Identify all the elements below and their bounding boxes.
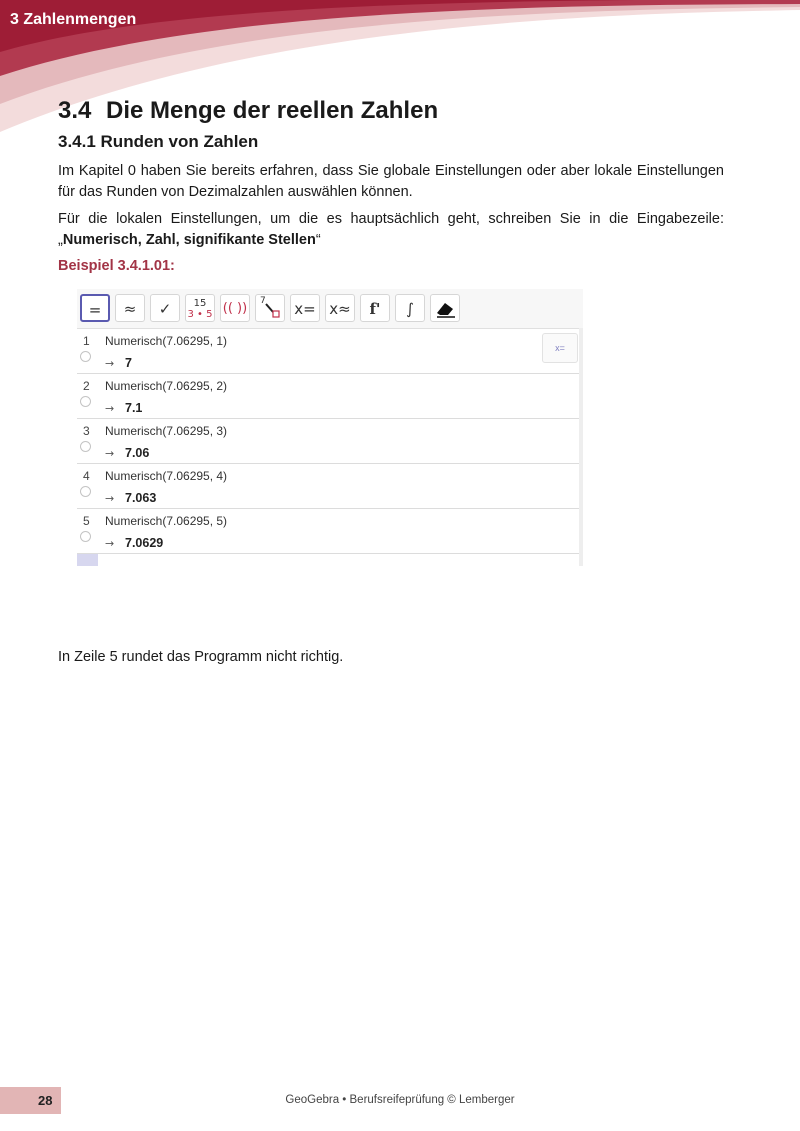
- example-label: Beispiel 3.4.1.01:: [58, 258, 175, 274]
- factor-button[interactable]: [185, 294, 215, 322]
- intro-paragraph: Im Kapitel 0 haben Sie bereits erfahren, dass Sie globale Einstellungen oder aber lokale Einstellungen für das Runden von Dezimalzahlen auswählen können.: [58, 163, 724, 200]
- visibility-toggle[interactable]: [80, 396, 91, 407]
- section-title: [58, 97, 438, 125]
- visibility-toggle[interactable]: [80, 351, 91, 362]
- row-output: [105, 446, 149, 460]
- algebra-row[interactable]: [77, 329, 579, 374]
- instruction-prefix: Für die lokalen Einstellungen, um die es hauptsächlich geht, schreiben Sie in die Eingabezeile: „: [58, 211, 724, 248]
- row-result: 7.06: [125, 446, 150, 460]
- section-title-text: Die Menge der reellen Zahlen: [106, 97, 439, 124]
- result-arrow-icon: →: [105, 537, 115, 550]
- row-output: [105, 401, 142, 415]
- row-input[interactable]: Numerisch(7.06295, 3): [105, 424, 228, 438]
- closing-paragraph: In Zeile 5 rundet das Programm nicht richtig.: [58, 649, 344, 665]
- row-output: [105, 536, 163, 550]
- row-output: [105, 491, 156, 505]
- solve-numerically-button[interactable]: x≈: [325, 294, 355, 322]
- section-number: 3.4: [58, 97, 92, 124]
- integral-button[interactable]: ∫: [395, 294, 425, 322]
- row-input[interactable]: Numerisch(7.06295, 4): [105, 469, 228, 483]
- row-output: [105, 356, 132, 370]
- footer-text: GeoGebra • Berufsreifeprüfung © Lemberger: [285, 1094, 515, 1106]
- eraser-icon: [431, 295, 459, 321]
- row-input[interactable]: Numerisch(7.06295, 1): [105, 334, 228, 348]
- result-arrow-icon: →: [105, 357, 115, 370]
- evaluate-button[interactable]: =: [80, 294, 110, 322]
- row-result: 7.1: [125, 401, 143, 415]
- row-result: 7: [125, 356, 132, 370]
- substitute-button[interactable]: [255, 294, 285, 322]
- numeric-button[interactable]: ≈: [115, 294, 145, 322]
- row-number: 5: [83, 514, 90, 528]
- factor-bottom: 3 • 5: [187, 309, 213, 320]
- factor-top: 15: [193, 298, 207, 309]
- result-arrow-icon: →: [105, 492, 115, 505]
- scrollbar-track[interactable]: [579, 328, 583, 566]
- row-input[interactable]: Numerisch(7.06295, 5): [105, 514, 228, 528]
- algebra-row[interactable]: [77, 419, 579, 464]
- subsection-title: 3.4.1 Runden von Zahlen: [58, 132, 259, 151]
- keep-input-button[interactable]: ✓: [150, 294, 180, 322]
- result-arrow-icon: →: [105, 447, 115, 460]
- solve-button[interactable]: x=: [290, 294, 320, 322]
- algebra-row[interactable]: [77, 464, 579, 509]
- style-bar-button[interactable]: x=: [542, 333, 578, 363]
- chapter-label: 3 Zahlenmengen: [10, 11, 137, 28]
- row-input[interactable]: Numerisch(7.06295, 2): [105, 379, 228, 393]
- substitute-label: 7: [260, 296, 266, 306]
- instruction-suffix: “: [315, 232, 321, 248]
- cas-toolbar: [77, 289, 583, 329]
- row-number: 2: [83, 379, 90, 393]
- geogebra-screenshot: [77, 289, 583, 566]
- delete-button[interactable]: [430, 294, 460, 322]
- result-arrow-icon: →: [105, 402, 115, 415]
- visibility-toggle[interactable]: [80, 441, 91, 452]
- derivative-button[interactable]: f': [360, 294, 390, 322]
- visibility-toggle[interactable]: [80, 531, 91, 542]
- input-row-marker[interactable]: [77, 554, 98, 566]
- algebra-row[interactable]: [77, 509, 579, 554]
- row-number: 3: [83, 424, 90, 438]
- instruction-paragraph: [58, 209, 724, 251]
- algebra-row[interactable]: [77, 374, 579, 419]
- visibility-toggle[interactable]: [80, 486, 91, 497]
- instruction-command: Numerisch, Zahl, signifikante Stellen: [62, 232, 316, 248]
- page-number: 28: [38, 1093, 53, 1108]
- row-number: 1: [83, 334, 90, 348]
- row-result: 7.0629: [125, 536, 164, 550]
- row-result: 7.063: [125, 491, 157, 505]
- expand-button[interactable]: (( )): [220, 294, 250, 322]
- row-number: 4: [83, 469, 90, 483]
